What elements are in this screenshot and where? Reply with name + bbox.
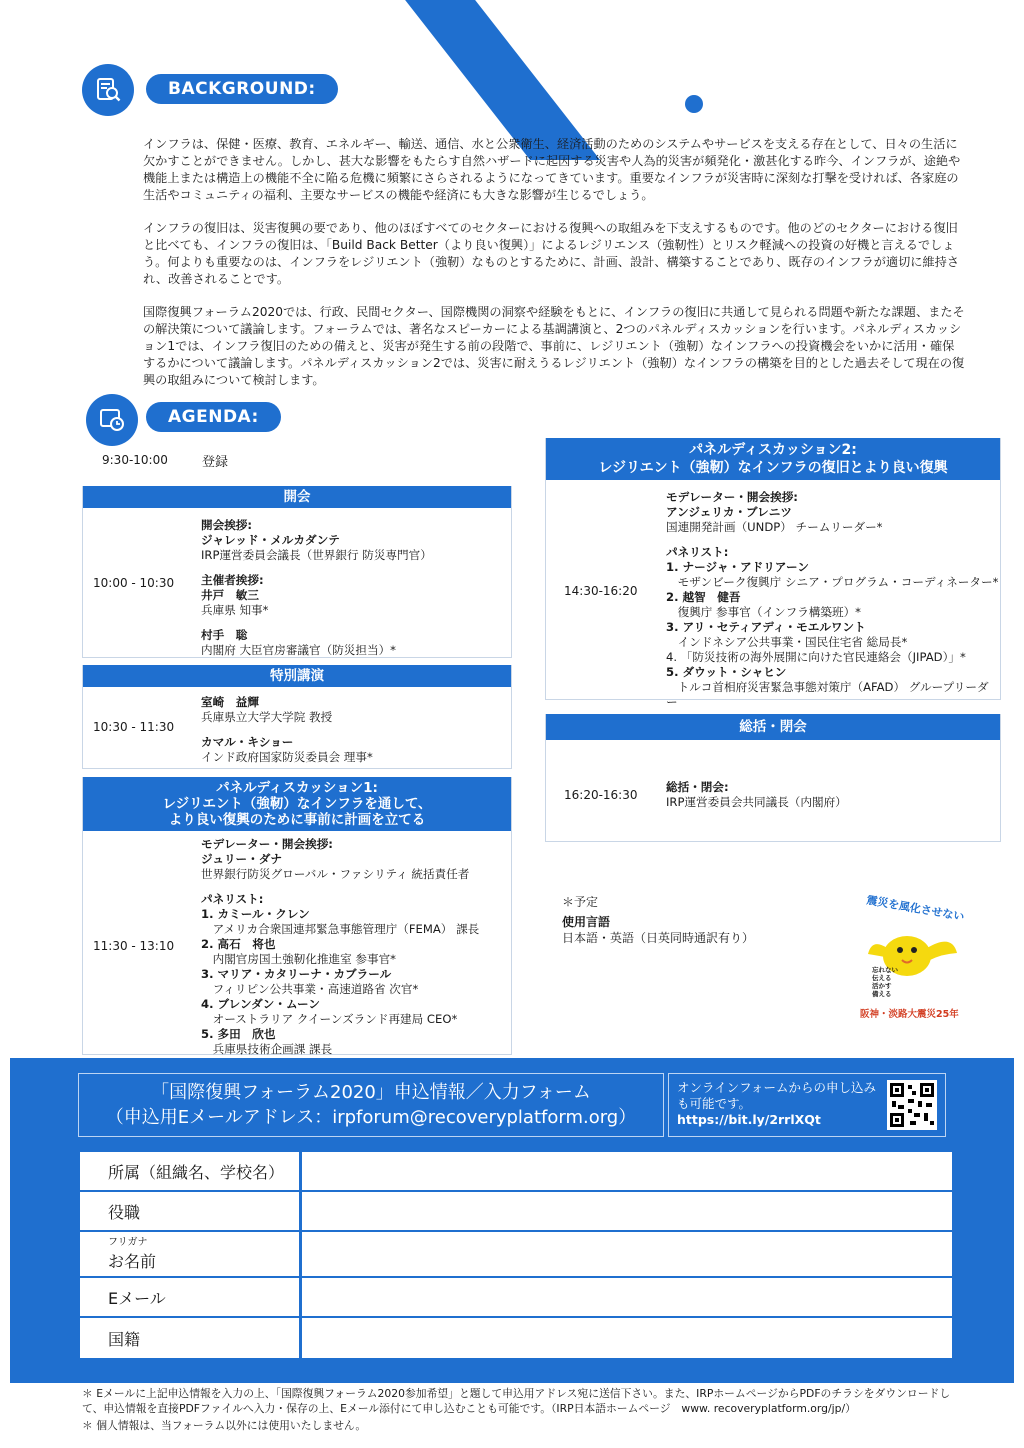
block-time: 16:20-16:30 (564, 788, 638, 802)
background-paragraph: インフラの復旧は、災害復興の要であり、他のほぼすべてのセクターにおける復興への取組みを下支えするものです。他のどのセクターにおける復旧と比べても、インフラの復旧は、「Build Back Better（より良い復興）」によるレジリエンス（強靭性）とリスク軽減への投資の好機と言えるでしょう。何よりも重要なのは、インフラをレジリエント（強靭）なものとするために、計画、設計、構築することであり、既存のインフラが適切に維持され、改善されることです。 (143, 221, 960, 286)
form-row-email (80, 1278, 952, 1318)
slogan-line: 伝える (872, 974, 892, 982)
form-row-nationality (80, 1318, 952, 1358)
detail-heading: 2. 高石 将也 (201, 937, 276, 951)
form-title (78, 1073, 664, 1137)
detail-text: IRP運営委員会議長（世界銀行 防災専門官） (201, 548, 432, 562)
header-line: レジリエント（強靭）なインフラを通して、 (162, 796, 432, 812)
detail-heading: モデレーター・開会挨拶: (666, 490, 798, 504)
mascot-slogan (872, 966, 898, 998)
detail-heading: パネリスト: (201, 892, 264, 906)
detail-heading: パネリスト: (666, 545, 729, 559)
registration-row (82, 448, 512, 476)
detail-text: トルコ首相府災害緊急事態対策庁（AFAD） グループリーダー (666, 680, 989, 709)
form-row-name (80, 1232, 952, 1278)
agenda-block-special (82, 665, 512, 769)
language-value: 日本語・英語（日英同時通訳有り） (562, 931, 755, 945)
block-header (546, 438, 1000, 480)
block-time: 10:30 - 11:30 (93, 720, 175, 734)
detail-text: 兵庫県技術企画課 課長 (201, 1042, 333, 1056)
detail-text: モザンビーク復興庁 シニア・プログラム・コーディネーター* (666, 575, 999, 589)
detail-heading: ジュリー・ダナ (201, 852, 282, 866)
detail-text: 世界銀行防災グローバル・ファシリティ 統括責任者 (201, 867, 470, 881)
name-field[interactable] (302, 1232, 952, 1276)
detail-heading: カマル・キショー (201, 735, 294, 749)
header-line: パネルディスカッション1: (216, 780, 378, 796)
detail-text: 内閣官房国土強靭化推進室 参事官* (201, 952, 396, 966)
spacer (666, 535, 1000, 545)
header-line: より良い復興のために事前に計画を立てる (168, 812, 426, 828)
background-paragraph: インフラは、保健・医療、教育、エネルギー、輸送、通信、水と公衆衛生、経済活動のためのシステムやサービスを支える存在として、日々の生活に欠かすことができません。しかし、甚大な影響をもたらす自然ハザードに起因する災害や人為的災害が頻発化・激甚化する昨今、インフラが、途絶や機能上または構造上の機能不全に陥る危機に頻繁にさらされるようになってきています。重要なインフラが災害時に深刻な打撃を受ければ、各家庭の生活やコミュニティの福利、主要なサービスの機能や経済にも大きな影響が生じるでしょう。 (143, 137, 961, 202)
agenda-block-closing (545, 714, 1001, 842)
decorative-dot (685, 95, 703, 113)
mascot-arc-text: 震災を風化させない (865, 893, 966, 924)
detail-text: 4. 「防災技術の海外展開に向けた官民連絡会（JIPAD）」* (666, 650, 966, 664)
online-form-box (668, 1073, 946, 1137)
detail-text: 内閣府 大臣官房審議官（防災担当）* (201, 643, 396, 657)
furigana-label: フリガナ (108, 1236, 148, 1248)
slogan-line: 活かす (872, 982, 892, 990)
spacer (201, 882, 479, 892)
detail-text: インド政府国家防災委員会 理事* (201, 750, 373, 764)
footer-note-submission: ＊ Eメールに上記申込情報を入力の上、「国際復興フォーラム2020参加希望」と題して申込用アドレス宛に送信下さい。また、IRPホームページからPDFのチラシをダウンロードして、申込情報を直接PDFファイルへ入力・保存の上、Eメール添付にて申し込むことも可能です。（IRP日本語ホームページ www. recoveryplatform.org/jp/） (82, 1387, 951, 1415)
agenda-block-opening (82, 486, 512, 658)
detail-text: 復興庁 参事官（インフラ構築班）* (666, 605, 861, 619)
detail-heading: 1. カミール・クレン (201, 907, 310, 921)
block-time: 11:30 - 13:10 (93, 939, 175, 953)
form-row-affiliation (80, 1152, 952, 1192)
block-header: 総括・閉会 (546, 714, 1000, 740)
agenda-clock-icon (86, 394, 138, 446)
name-label-text: お名前 (108, 1251, 157, 1271)
detail-heading: 開会挨拶: (201, 518, 253, 532)
spacer (201, 618, 432, 628)
detail-text: アメリカ合衆国連邦緊急事態管理庁（FEMA） 課長 (201, 922, 480, 936)
block-details (201, 837, 479, 1057)
mascot-caption: 阪神・淡路大震災25年 (860, 1009, 959, 1020)
detail-heading: 2. 越智 健吾 (666, 590, 741, 604)
detail-heading: 4. ブレンダン・ムーン (201, 997, 320, 1011)
block-header: 開会 (83, 486, 511, 508)
affiliation-label: 所属（組織名、学校名） (80, 1152, 302, 1190)
spacer (201, 725, 373, 735)
block-time: 14:30-16:20 (564, 584, 638, 598)
detail-heading: 3. マリア・カタリーナ・カブラール (201, 967, 392, 981)
detail-heading: 村手 聡 (201, 628, 248, 642)
background-paragraph: 国際復興フォーラム2020では、行政、民間セクター、国際機関の洞察や経験をもとに、インフラの復旧に共通して見られる問題や新たな課題、またその解決策について議論します。フォーラムでは、著名なスピーカーによる基調講演と、2つのパネルディスカッションを行います。パネルディスカッション1では、インフラ復旧のための備えと、災害が発生する前の段階で、事前に、レジリエント（強靭）なインフラへの投資機会をいかに活用・確保するかについて議論します。パネルディスカッション2では、災害に耐えうるレジリエント（強靭）なインフラの構築を目的とした過去そして現在の復興の取組みについて検討します。 (143, 305, 965, 387)
document-search-icon (82, 64, 134, 116)
detail-heading: ジャレッド・メルカダンテ (201, 533, 340, 547)
detail-heading: 井戸 敏三 (201, 588, 259, 602)
affiliation-field[interactable] (302, 1152, 952, 1190)
header-line: パネルディスカッション2: (689, 442, 857, 458)
form-title-line: （申込用Eメールアドレス：irpforum@recoveryplatform.org） (105, 1107, 637, 1128)
detail-heading: モデレーター・開会挨拶: (201, 837, 333, 851)
online-form-text: オンラインフォームからの申し込みも可能です。 (677, 1080, 877, 1111)
mascot-logo (852, 893, 972, 1022)
detail-heading: 5. ダウット・シャヒン (666, 665, 787, 679)
detail-heading: 主催者挨拶: (201, 573, 264, 587)
form-row-position (80, 1192, 952, 1232)
tentative-note: ＊予定 (562, 895, 599, 909)
nationality-field[interactable] (302, 1318, 952, 1358)
detail-text: オーストラリア クイーンズランド再建局 CEO* (201, 1012, 458, 1026)
online-form-link[interactable]: https://bit.ly/2rrlXQt (677, 1112, 821, 1127)
block-details (666, 490, 1000, 710)
block-header: 特別講演 (83, 665, 511, 687)
position-field[interactable] (302, 1192, 952, 1230)
background-heading: BACKGROUND: (146, 74, 338, 104)
header-line: レジリエント（強靭）なインフラの復旧とより良い復興 (598, 460, 948, 476)
footer-note-privacy: ＊ 個人情報は、当フォーラム以外には使用いたしません。 (82, 1419, 367, 1432)
block-header (83, 777, 511, 831)
detail-heading: 3. アリ・セティアディ・モエルワント (666, 620, 866, 634)
detail-text: 国連開発計画（UNDP） チームリーダー* (666, 520, 883, 534)
qr-code-icon[interactable] (887, 1080, 937, 1130)
spacer (201, 563, 432, 573)
block-details (666, 780, 847, 810)
slogan-line: 備える (872, 990, 892, 998)
detail-text: フィリピン公共事業・高速道路省 次官* (201, 982, 419, 996)
background-text (143, 136, 965, 405)
name-label (80, 1232, 302, 1276)
application-form (10, 1058, 1014, 1383)
detail-heading: 総括・閉会: (666, 780, 729, 794)
form-title-line: 「国際復興フォーラム2020」申込情報／入力フォーム (151, 1082, 591, 1103)
registration-time: 9:30-10:00 (102, 453, 168, 467)
detail-heading: 1. ナージャ・アドリアーン (666, 560, 809, 574)
email-field[interactable] (302, 1278, 952, 1316)
form-fields-table (80, 1152, 952, 1358)
detail-text: インドネシア公共事業・国民住宅省 総局長* (666, 635, 908, 649)
position-label: 役職 (80, 1192, 302, 1230)
nationality-label: 国籍 (80, 1318, 302, 1358)
block-details (201, 695, 373, 765)
language-label: 使用言語 (562, 915, 611, 929)
detail-text: IRP運営委員会共同議長（内閣府） (666, 795, 847, 809)
detail-heading: アンジェリカ・ブレニツ (666, 505, 792, 519)
agenda-heading: AGENDA: (146, 402, 281, 432)
slogan-line: 忘れない (872, 966, 898, 974)
agenda-block-panel2 (545, 438, 1001, 709)
block-time: 10:00 - 10:30 (93, 576, 175, 590)
agenda-block-panel1 (82, 777, 512, 1055)
registration-label: 登録 (202, 455, 229, 470)
email-label: Eメール (80, 1278, 302, 1316)
detail-heading: 5. 多田 欣也 (201, 1027, 276, 1041)
detail-text: 兵庫県 知事* (201, 603, 269, 617)
block-details (201, 518, 432, 658)
detail-heading: 室崎 益輝 (201, 695, 259, 709)
detail-text: 兵庫県立大学大学院 教授 (201, 710, 333, 724)
